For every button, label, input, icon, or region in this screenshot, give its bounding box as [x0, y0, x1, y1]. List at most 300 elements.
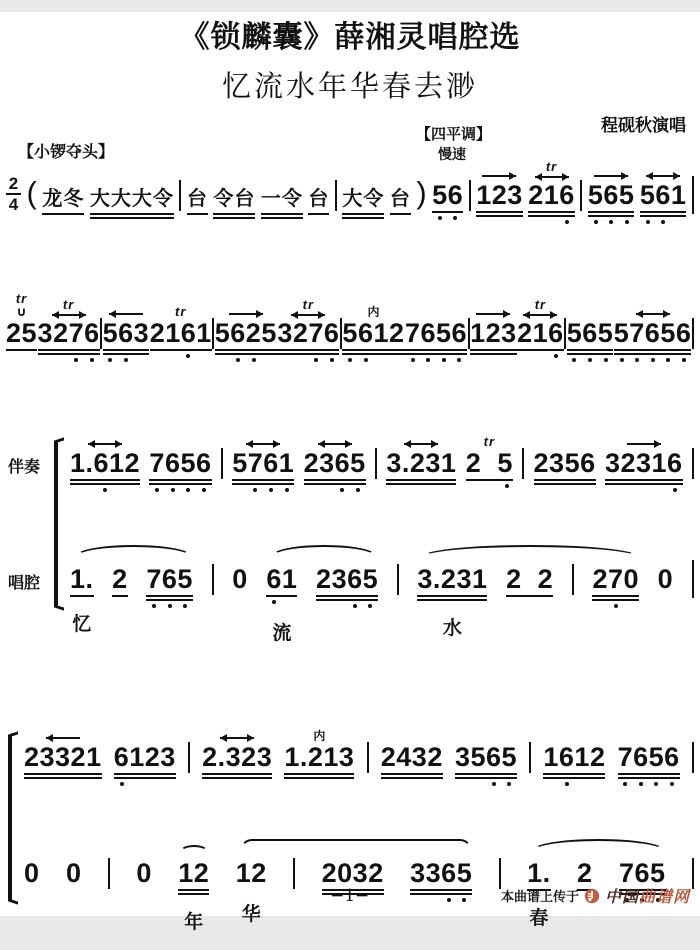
- low-octave-dot: [236, 358, 240, 362]
- low-octave-dot: [453, 216, 457, 220]
- note-body: [640, 180, 687, 226]
- low-octave-dot: [353, 604, 357, 608]
- score-area: [0, 160, 700, 950]
- note-text: 1.612: [70, 448, 141, 478]
- trill-icon: tr: [175, 304, 187, 319]
- note-text: 令台: [213, 188, 256, 210]
- note-body: [390, 180, 411, 215]
- low-octave-dot: [661, 220, 665, 224]
- note-text: 565: [566, 318, 614, 348]
- bowing-arrow-icon: [475, 310, 511, 318]
- ornament-marks: [484, 428, 495, 448]
- bowing-arrow-icon: [522, 311, 558, 318]
- lyric: 春: [529, 908, 549, 929]
- beam-underline: [476, 211, 523, 213]
- beam-underline: [592, 595, 639, 597]
- note-group: [178, 838, 210, 933]
- note-text: 2.323: [202, 742, 273, 772]
- note-group: [528, 160, 575, 226]
- octave-dots: [146, 601, 193, 610]
- beam-underline: [316, 595, 378, 597]
- barline: [580, 180, 582, 211]
- ornament-marks: [219, 722, 255, 742]
- ornament-marks: [534, 160, 570, 180]
- beam-underline: [470, 353, 517, 355]
- note-text: 7656: [405, 318, 468, 348]
- beam-underline: [304, 479, 366, 481]
- beam-underline: [543, 773, 605, 775]
- beam-underline: [90, 217, 174, 219]
- beam-underline: [386, 479, 456, 481]
- note-body: [476, 180, 523, 217]
- beam-underline: [284, 773, 354, 775]
- note-group: [476, 160, 523, 217]
- note-body: [42, 180, 84, 215]
- note-body: [605, 448, 683, 494]
- beam-underline: [232, 479, 294, 481]
- note-text: 61: [266, 564, 298, 594]
- octave-dots: [605, 485, 683, 494]
- ornament-marks: [290, 298, 326, 318]
- octave-dots: [277, 355, 339, 364]
- lyric: 华: [241, 904, 261, 925]
- low-octave-dot: [74, 358, 78, 362]
- note-group: [136, 838, 152, 887]
- note-group: [232, 544, 248, 593]
- slur-arc: [421, 545, 639, 569]
- beam-underline: [261, 217, 303, 219]
- low-octave-dot: [152, 604, 156, 608]
- note-group: [432, 160, 463, 222]
- note-text: 台: [186, 188, 208, 210]
- barline: [179, 180, 181, 211]
- note-group: [567, 298, 614, 364]
- barline: [367, 742, 369, 773]
- low-octave-dot: [186, 488, 190, 492]
- note-text: 龙冬: [42, 188, 85, 210]
- low-octave-dot: [457, 358, 461, 362]
- music-site-logo-icon: [584, 888, 600, 904]
- note-group: [534, 428, 596, 485]
- beam-underline: [178, 889, 209, 891]
- note-text: 一令: [260, 188, 303, 210]
- parenthesis: ): [416, 175, 427, 210]
- low-octave-dot: [507, 782, 511, 786]
- beam-underline: [178, 893, 209, 895]
- low-octave-dot: [90, 358, 94, 362]
- note-text: 2032: [321, 858, 384, 888]
- beam-underline: [417, 599, 487, 601]
- low-octave-dot: [368, 604, 372, 608]
- note-text: 3365: [410, 858, 473, 888]
- note-body: [215, 318, 277, 364]
- note-body: [213, 180, 255, 219]
- trill-icon: tr: [15, 291, 28, 306]
- page-number: −1−: [330, 886, 370, 906]
- note-group: [618, 722, 680, 788]
- low-octave-dot: [604, 358, 608, 362]
- note-body: [266, 564, 297, 606]
- note-body: [316, 564, 378, 610]
- note-body: [232, 448, 294, 494]
- bowing-arrow-icon: [108, 310, 144, 318]
- beam-underline: [640, 211, 687, 213]
- beam-underline: [534, 479, 596, 481]
- note-body: [381, 742, 443, 779]
- barline: [692, 858, 694, 889]
- performer-credit: 程砚秋演唱: [601, 116, 686, 135]
- low-octave-dot: [168, 604, 172, 608]
- note-group: [42, 160, 84, 215]
- note-group: [70, 428, 140, 494]
- barline: [692, 176, 694, 214]
- inner-string-icon: 内: [313, 729, 326, 743]
- note-body: [149, 448, 211, 494]
- note-group: [149, 428, 211, 494]
- low-octave-dot: [108, 358, 112, 362]
- note-group: [150, 298, 212, 360]
- note-body: [261, 180, 303, 219]
- note-group: [342, 298, 404, 364]
- note-group: [455, 722, 517, 788]
- ornament-marks: [367, 298, 379, 318]
- note-body: [405, 318, 467, 364]
- low-octave-dot: [588, 358, 592, 362]
- note-text: 3.231: [386, 448, 457, 478]
- note-body: [618, 742, 680, 788]
- note-group: [277, 298, 339, 364]
- beam-underline: [112, 595, 128, 597]
- beam-underline: [70, 479, 140, 481]
- low-octave-dot: [356, 488, 360, 492]
- beam-underline: [213, 217, 255, 219]
- beam-underline: [506, 595, 553, 597]
- note-group: [24, 838, 40, 887]
- note-body: [70, 448, 140, 494]
- low-octave-dot: [426, 358, 430, 362]
- octave-dots: [103, 355, 150, 364]
- note-text: 3276: [37, 318, 100, 348]
- low-octave-dot: [183, 604, 187, 608]
- low-octave-dot: [654, 782, 658, 786]
- octave-dots: [215, 355, 277, 364]
- low-octave-dot: [620, 358, 624, 362]
- note-body: [528, 180, 575, 226]
- lyric: 流: [272, 623, 292, 644]
- octave-dots: [614, 355, 692, 364]
- octave-dots: [432, 213, 463, 222]
- music-row: [0, 291, 700, 364]
- beam-underline: [202, 773, 272, 775]
- bowing-arrow-icon: [593, 172, 629, 180]
- octave-dots: [517, 351, 564, 360]
- low-octave-dot: [625, 220, 629, 224]
- beam-underline: [470, 349, 517, 351]
- percussion-pattern-label: 【小锣夺头】: [18, 144, 115, 161]
- beam-underline: [405, 349, 467, 351]
- note-group: [588, 160, 635, 226]
- note-text: 台: [308, 188, 330, 210]
- note-text: 3.231: [417, 564, 488, 594]
- ornament-marks: [645, 160, 681, 180]
- bowing-arrow-icon: [635, 310, 671, 318]
- low-octave-dot: [682, 358, 686, 362]
- beam-underline: [38, 349, 100, 351]
- note-text: 2161: [149, 318, 212, 348]
- note-text: 563: [102, 318, 150, 348]
- note-text: 23321: [24, 742, 102, 772]
- octave-dots: [543, 779, 605, 788]
- beam-underline: [381, 773, 443, 775]
- note-text: 216: [517, 318, 564, 348]
- trill-icon: tr: [62, 297, 75, 312]
- low-octave-dot: [651, 358, 655, 362]
- note-body: [114, 742, 176, 788]
- note-body: [284, 742, 354, 779]
- note-body: [24, 858, 40, 887]
- note-group: [466, 428, 513, 490]
- bowing-arrow-icon: [403, 440, 439, 448]
- site-name-cn1: 中国: [604, 889, 639, 906]
- low-octave-dot: [155, 488, 159, 492]
- ornament-marks: [175, 298, 186, 318]
- beam-underline: [261, 213, 303, 215]
- note-group: [470, 298, 517, 355]
- beam-underline: [24, 773, 102, 775]
- note-body: [470, 318, 517, 355]
- low-octave-dot: [635, 358, 639, 362]
- ornament-marks: [522, 298, 558, 318]
- barline: [188, 742, 190, 773]
- beam-underline: [90, 213, 174, 215]
- staff-line: [0, 160, 700, 226]
- note-group: [614, 298, 692, 364]
- note-text: 123: [476, 180, 523, 210]
- note-text: 0: [657, 564, 674, 594]
- ornament-marks: [45, 722, 81, 742]
- music-row: [0, 428, 700, 494]
- ornament-marks: [51, 298, 87, 318]
- note-text: 7656: [617, 742, 680, 772]
- note-group: [114, 722, 176, 788]
- note-body: [277, 318, 339, 364]
- beam-underline: [114, 773, 176, 775]
- note-group: [308, 160, 329, 215]
- barline: [375, 448, 377, 479]
- note-body: [24, 742, 102, 779]
- staff-system: [0, 722, 700, 950]
- note-body: [588, 180, 635, 226]
- note-body: [543, 742, 605, 788]
- barline: [469, 180, 471, 211]
- beam-underline: [308, 213, 329, 215]
- inner-string-icon: 内: [367, 305, 380, 319]
- note-body: [150, 318, 212, 360]
- music-row: [0, 722, 700, 788]
- barline: [692, 448, 694, 479]
- note-text: 5625: [214, 318, 277, 348]
- note-text: 2: [577, 858, 593, 888]
- note-text: 216: [528, 180, 575, 210]
- beam-underline: [187, 213, 208, 215]
- beam-underline: [476, 215, 523, 217]
- note-group: [390, 160, 411, 215]
- low-octave-dot: [673, 488, 677, 492]
- barline: [692, 318, 694, 349]
- note-body: [90, 180, 174, 219]
- note-group: [342, 160, 384, 219]
- note-text: 2: [112, 564, 128, 594]
- lyric: 水: [442, 618, 462, 639]
- part-label: 伴奏: [8, 459, 41, 476]
- low-octave-dot: [124, 358, 128, 362]
- low-octave-dot: [623, 782, 627, 786]
- low-octave-dot: [639, 782, 643, 786]
- note-group: [187, 160, 208, 215]
- beam-underline: [588, 211, 635, 213]
- note-body: [342, 318, 404, 364]
- note-body: [534, 448, 596, 485]
- ornament-marks: [228, 298, 264, 318]
- upload-text: 本曲谱上传于: [500, 889, 579, 904]
- note-text: 0: [65, 858, 82, 888]
- octave-dots: [149, 485, 211, 494]
- note-body: [6, 318, 37, 351]
- note-text: 5612: [342, 318, 405, 348]
- note-text: 5761: [232, 448, 295, 478]
- ornament-marks: [635, 298, 671, 318]
- beam-underline: [342, 349, 404, 351]
- note-body: [410, 858, 472, 904]
- ornament-marks: [593, 160, 629, 180]
- beam-underline: [202, 777, 272, 779]
- note-group: [640, 160, 687, 226]
- note-text: 7656: [149, 448, 212, 478]
- note-text: 1612: [543, 742, 606, 772]
- octave-dots: [38, 355, 100, 364]
- sheet-music-page: [0, 12, 700, 933]
- note-group: [215, 298, 277, 364]
- low-octave-dot: [666, 358, 670, 362]
- note-body: [202, 742, 272, 779]
- barline: [335, 180, 337, 211]
- note-body: [417, 564, 487, 601]
- octave-dots: [150, 351, 212, 360]
- note-group: [284, 722, 354, 779]
- low-octave-dot: [269, 488, 273, 492]
- octave-dots: [405, 355, 467, 364]
- note-text: 561: [639, 180, 687, 210]
- tempo-label: 慢速: [438, 146, 466, 162]
- note-text: 57656: [613, 318, 692, 348]
- low-octave-dot: [670, 782, 674, 786]
- octave-dots: [410, 895, 472, 904]
- beam-underline: [618, 773, 680, 775]
- octave-dots: [316, 601, 378, 610]
- note-text: 765: [146, 564, 193, 594]
- ornament-marks: [475, 298, 511, 318]
- octave-dots: [528, 217, 575, 226]
- note-text: 565: [587, 180, 635, 210]
- low-octave-dot: [565, 782, 569, 786]
- note-body: [517, 318, 564, 360]
- ornament-marks: [15, 291, 28, 319]
- tie-icon: [180, 845, 208, 858]
- octave-dots: [455, 779, 517, 788]
- note-body: [567, 318, 614, 364]
- ornament-marks: [626, 428, 662, 448]
- bowing-arrow-icon: [51, 311, 87, 318]
- beam-underline: [6, 349, 37, 351]
- note-text: 2432: [380, 742, 443, 772]
- note-text: 32316: [604, 448, 683, 478]
- note-body: [342, 180, 384, 219]
- barline: [212, 564, 214, 595]
- beam-underline: [42, 213, 84, 215]
- octave-dots: [618, 779, 680, 788]
- note-text: 12: [178, 858, 210, 888]
- note-group: [66, 838, 82, 887]
- beam-underline: [605, 479, 683, 481]
- beam-underline: [534, 483, 596, 485]
- note-body: [308, 180, 329, 215]
- note-group: [658, 544, 674, 593]
- note-text: 270: [592, 564, 640, 594]
- note-text: 2356: [533, 448, 596, 478]
- beam-underline: [24, 777, 102, 779]
- note-group: [90, 160, 174, 219]
- note-body: [236, 858, 267, 887]
- octave-dots: [342, 355, 404, 364]
- note-group: [202, 722, 272, 779]
- low-octave-dot: [554, 354, 558, 358]
- low-octave-dot: [348, 358, 352, 362]
- note-group: [232, 428, 294, 494]
- note-text: 台: [389, 188, 411, 210]
- low-octave-dot: [438, 216, 442, 220]
- site-name-cn2: 曲谱网: [638, 889, 690, 906]
- note-text: 3276: [277, 318, 340, 348]
- note-text: 25: [6, 318, 38, 348]
- note-text: 0: [136, 858, 152, 888]
- note-body: [432, 180, 463, 222]
- site-credit: [501, 884, 690, 907]
- low-octave-dot: [442, 358, 446, 362]
- octave-dots: [592, 601, 639, 610]
- barline: [572, 564, 574, 595]
- note-group: [24, 722, 102, 779]
- note-group: [405, 298, 467, 364]
- barline: [293, 858, 295, 889]
- beam-underline: [390, 213, 411, 215]
- beam-underline: [213, 213, 255, 215]
- note-body: [614, 318, 692, 364]
- octave-dots: [567, 355, 614, 364]
- beam-underline: [70, 595, 94, 597]
- note-group: [304, 428, 366, 494]
- note-text: 765: [618, 858, 666, 888]
- low-octave-dot: [171, 488, 175, 492]
- bowing-arrow-icon: [290, 311, 326, 318]
- octave-dots: [466, 481, 513, 490]
- beam-underline: [386, 483, 456, 485]
- beam-underline: [277, 349, 339, 351]
- low-octave-dot: [120, 782, 124, 786]
- parenthesis: (: [26, 175, 37, 210]
- low-octave-dot: [594, 220, 598, 224]
- mode-label: 【四平调】: [416, 126, 492, 143]
- site-name: [605, 884, 690, 907]
